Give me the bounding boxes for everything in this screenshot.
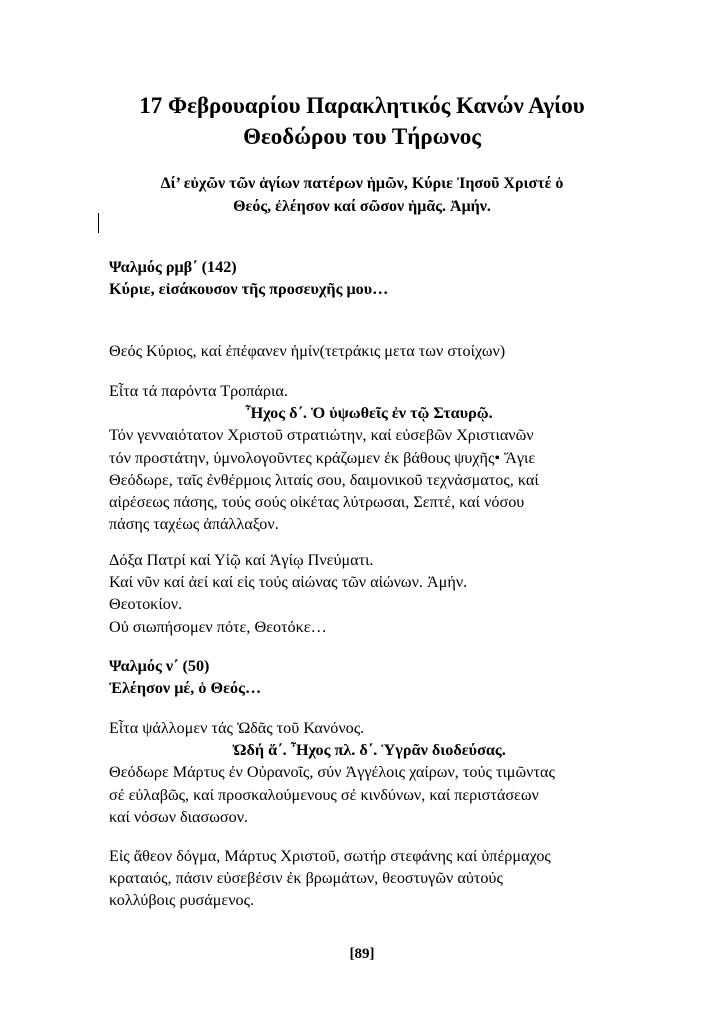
psalm-142-heading: Ψαλμός ρμβ΄ (142)	[109, 258, 237, 276]
opening-prayer-line-1: Δί’ εὐχῶν τῶν ἁγίων πατέρων ἡμῶν, Κύριε Ἰησοῦ Χριστέ ὁ	[160, 175, 564, 192]
title-line-1: 17 Φεβρουαρίου Παρακλητικός Κανών Αγίου	[139, 93, 585, 118]
psalm-50-heading: Ψαλμός ν΄ (50)	[109, 657, 210, 675]
ode-troparion-line: καί νόσων διασωσον.	[109, 807, 249, 826]
ode-troparion-line: σέ εὐλαβῶς, καί προσκαλούμενους σέ κινδύνων, καί περιστάσεων	[109, 785, 539, 804]
theotokion-incipit: Οὐ σιωπήσομεν πότε, Θεοτόκε…	[109, 617, 327, 636]
canon-troparion-2	[109, 845, 629, 912]
opening-prayer-line-2: Θεός, ἐλέησον καί σῶσον ἡμᾶς. Ἀμήν.	[233, 198, 491, 215]
ode-troparion-line: Θεόδωρε Μάρτυς ἐν Οὐρανοῖς, σύν Ἀγγέλοις χαίρων, τούς τιμῶντας	[109, 763, 555, 782]
psalm-50-section	[109, 655, 629, 699]
troparia-intro: Εἶτα τά παρόντα Τροπάρια.	[109, 382, 288, 400]
page-number: [89]	[349, 946, 375, 962]
troparion-line: Θεόδωρε, ταῖς ἐνθέρμοις λιταίς σου, δαιμονικοῦ τεχνάσματος, καί	[109, 470, 539, 489]
doxa-section	[109, 549, 629, 638]
opening-prayer	[80, 172, 644, 218]
troparion-line: πάσης ταχέως ἀπάλλαξον.	[109, 515, 279, 534]
ode-troparion-line: κολλύβοις ρυσάμενος.	[109, 891, 255, 910]
theos-kyrios-section	[109, 340, 629, 362]
doxa-line: Καί νῦν καί ἀεί καί εἰς τούς αἰώνας τῶν αἰώνων. Ἀμήν.	[109, 573, 468, 592]
text-cursor	[98, 213, 99, 233]
psalm-142-section	[109, 256, 629, 300]
troparia-section	[109, 380, 629, 535]
ode-heading: Ὠδή ἅ΄. Ἦχος πλ. δ΄. Ὑγρᾶν διοδεύσας.	[232, 741, 506, 760]
troparion-line: Τόν γενναιότατον Χριστοῦ στρατιώτην, καί εὐσεβῶν Χριστιανῶν	[109, 426, 534, 445]
ode-troparion-line: Εἰς ἄθεον δόγμα, Μάρτυς Χριστοῦ, σωτήρ στεφάνης καί ὑπέρμαχος	[109, 847, 551, 865]
theotokion-label: Θεοτοκίον.	[109, 595, 183, 614]
psalm-50-incipit: Ἐλέησον μέ, ὁ Θεός…	[109, 679, 262, 698]
troparia-tone: Ἦχος δ΄. Ὁ ὑψωθεῖς ἐν τῷ Σταυρῷ.	[245, 404, 493, 423]
ode-troparion-line: κραταιός, πάσιν εὐσεβέσιν ἐκ βρωμάτων, θεοστυγῶν αὐτούς	[109, 869, 503, 888]
theos-kyrios-line: Θεός Κύριος, καί ἐπέφανεν ἡμίν(τετράκις μετα των στοίχων)	[109, 342, 506, 360]
page-title	[60, 90, 664, 152]
canon-intro: Εἶτα ψάλλομεν τάς Ὠδᾶς τοῦ Κανόνος.	[109, 719, 365, 737]
doxa-line: Δόξα Πατρί καί Υἱῷ καί Ἁγίῳ Πνεύματι.	[109, 551, 374, 569]
title-line-2: Θεοδώρου του Τήρωνος	[243, 124, 481, 149]
troparion-line: αἱρέσεως πάσης, τούς σούς οἰκέτας λύτρωσαι, Σεπτέ, καί νόσου	[109, 492, 525, 511]
psalm-142-incipit: Κύριε, εἰσάκουσον τῆς προσευχῆς μου…	[109, 280, 389, 299]
troparion-line: τόν προστάτην, ὑμνολογοῦντες κράζωμεν ἐκ βάθους ψυχῆς• Ἅγιε	[109, 448, 536, 467]
canon-section	[109, 717, 629, 828]
